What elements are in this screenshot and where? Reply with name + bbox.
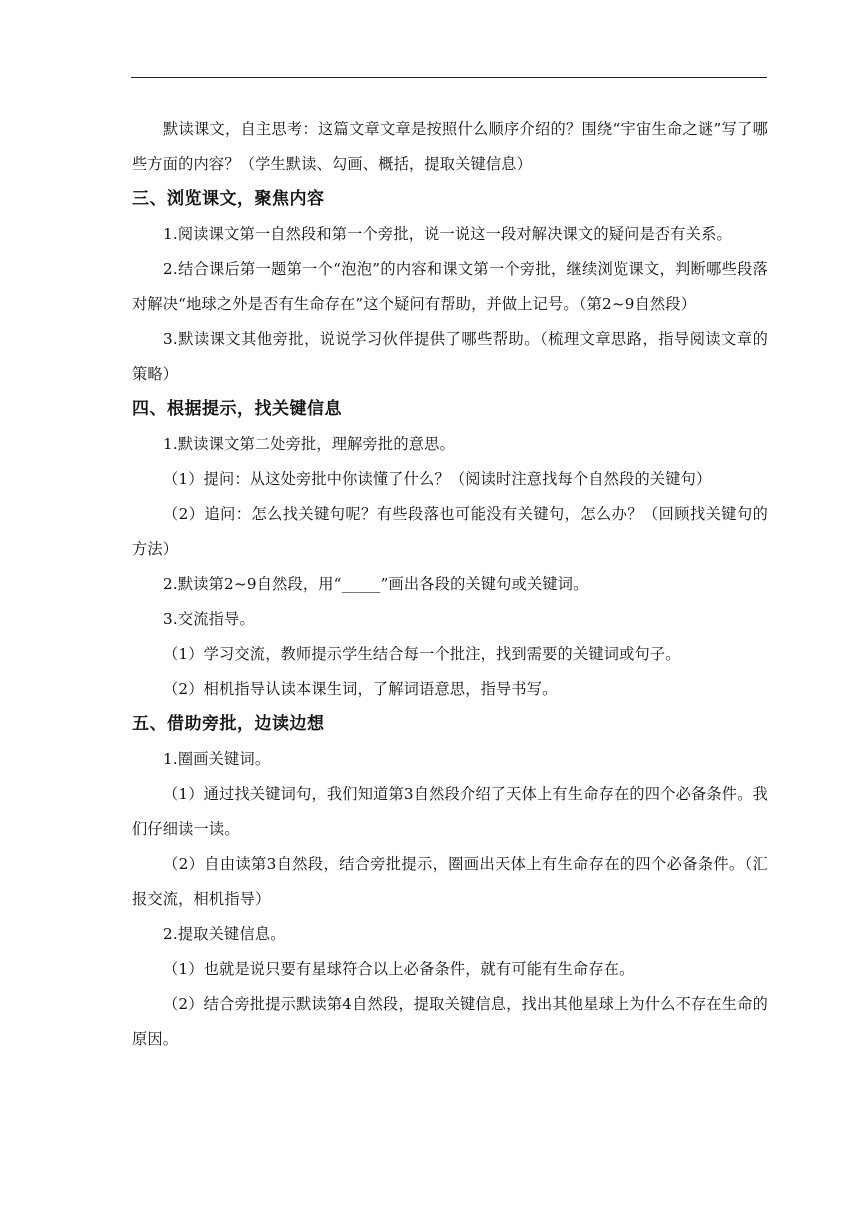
section-5-paragraph-6: （2）结合旁批提示默读第4自然段，提取关键信息，找出其他星球上为什么不存在生命的原因。 xyxy=(132,995,768,1048)
section-4-paragraph-3: （2）追问：怎么找关键句呢？有些段落也可能没有关键句，怎么办？（回顾找关键句的方法） xyxy=(132,505,768,558)
intro-paragraph: 默读课文，自主思考：这篇文章文章是按照什么顺序介绍的？围绕“宇宙生命之谜”写了哪些方面的内容？（学生默读、勾画、概括，提取关键信息） xyxy=(132,120,768,173)
section-4-paragraph-7: （2）相机指导认读本课生词，了解词语意思，指导书写。 xyxy=(163,680,558,698)
section-3-heading: 三、浏览课文，聚焦内容 xyxy=(132,189,325,209)
section-4-paragraph-1: 1.默读课文第二处旁批，理解旁批的意思。 xyxy=(163,435,455,453)
header-rule xyxy=(131,77,767,78)
section-5-paragraph-1: 1.圈画关键词。 xyxy=(163,750,271,768)
section-5-paragraph-3: （2）自由读第3自然段，结合旁批提示，圈画出天体上有生命存在的四个必备条件。（汇报交流，相机指导） xyxy=(132,855,768,908)
section-5-paragraph-2: （1）通过找关键词句，我们知道第3自然段介绍了天体上有生命存在的四个必备条件。我们仔细读一读。 xyxy=(132,785,768,838)
section-3-paragraph-3: 3.默读课文其他旁批，说说学习伙伴提供了哪些帮助。（梳理文章思路，指导阅读文章的策略） xyxy=(132,330,768,383)
section-4-heading: 四、根据提示，找关键信息 xyxy=(132,399,342,419)
section-4-paragraph-2: （1）提问：从这处旁批中你读懂了什么？（阅读时注意找每个自然段的关键句） xyxy=(163,470,712,488)
section-5-paragraph-5: （1）也就是说只要有星球符合以上必备条件，就有可能有生命存在。 xyxy=(163,960,635,978)
document-body xyxy=(132,112,768,1057)
section-5-heading: 五、借助旁批，边读边想 xyxy=(132,714,325,734)
section-4-paragraph-4: 2.默读第2~9自然段，用“_____”画出各段的关键句或关键词。 xyxy=(163,575,589,593)
section-3-paragraph-1: 1.阅读课文第一自然段和第一个旁批，说一说这一段对解决课文的疑问是否有关系。 xyxy=(163,225,732,243)
section-4-paragraph-5: 3.交流指导。 xyxy=(163,610,255,628)
section-5-paragraph-4: 2.提取关键信息。 xyxy=(163,925,286,943)
section-4-paragraph-6: （1）学习交流，教师提示学生结合每一个批注，找到需要的关键词或句子。 xyxy=(163,645,681,663)
section-3-paragraph-2: 2.结合课后第一题第一个“泡泡”的内容和课文第一个旁批，继续浏览课文，判断哪些段落对解决“地球之外是否有生命存在”这个疑问有帮助，并做上记号。（第2~9自然段） xyxy=(132,260,768,313)
